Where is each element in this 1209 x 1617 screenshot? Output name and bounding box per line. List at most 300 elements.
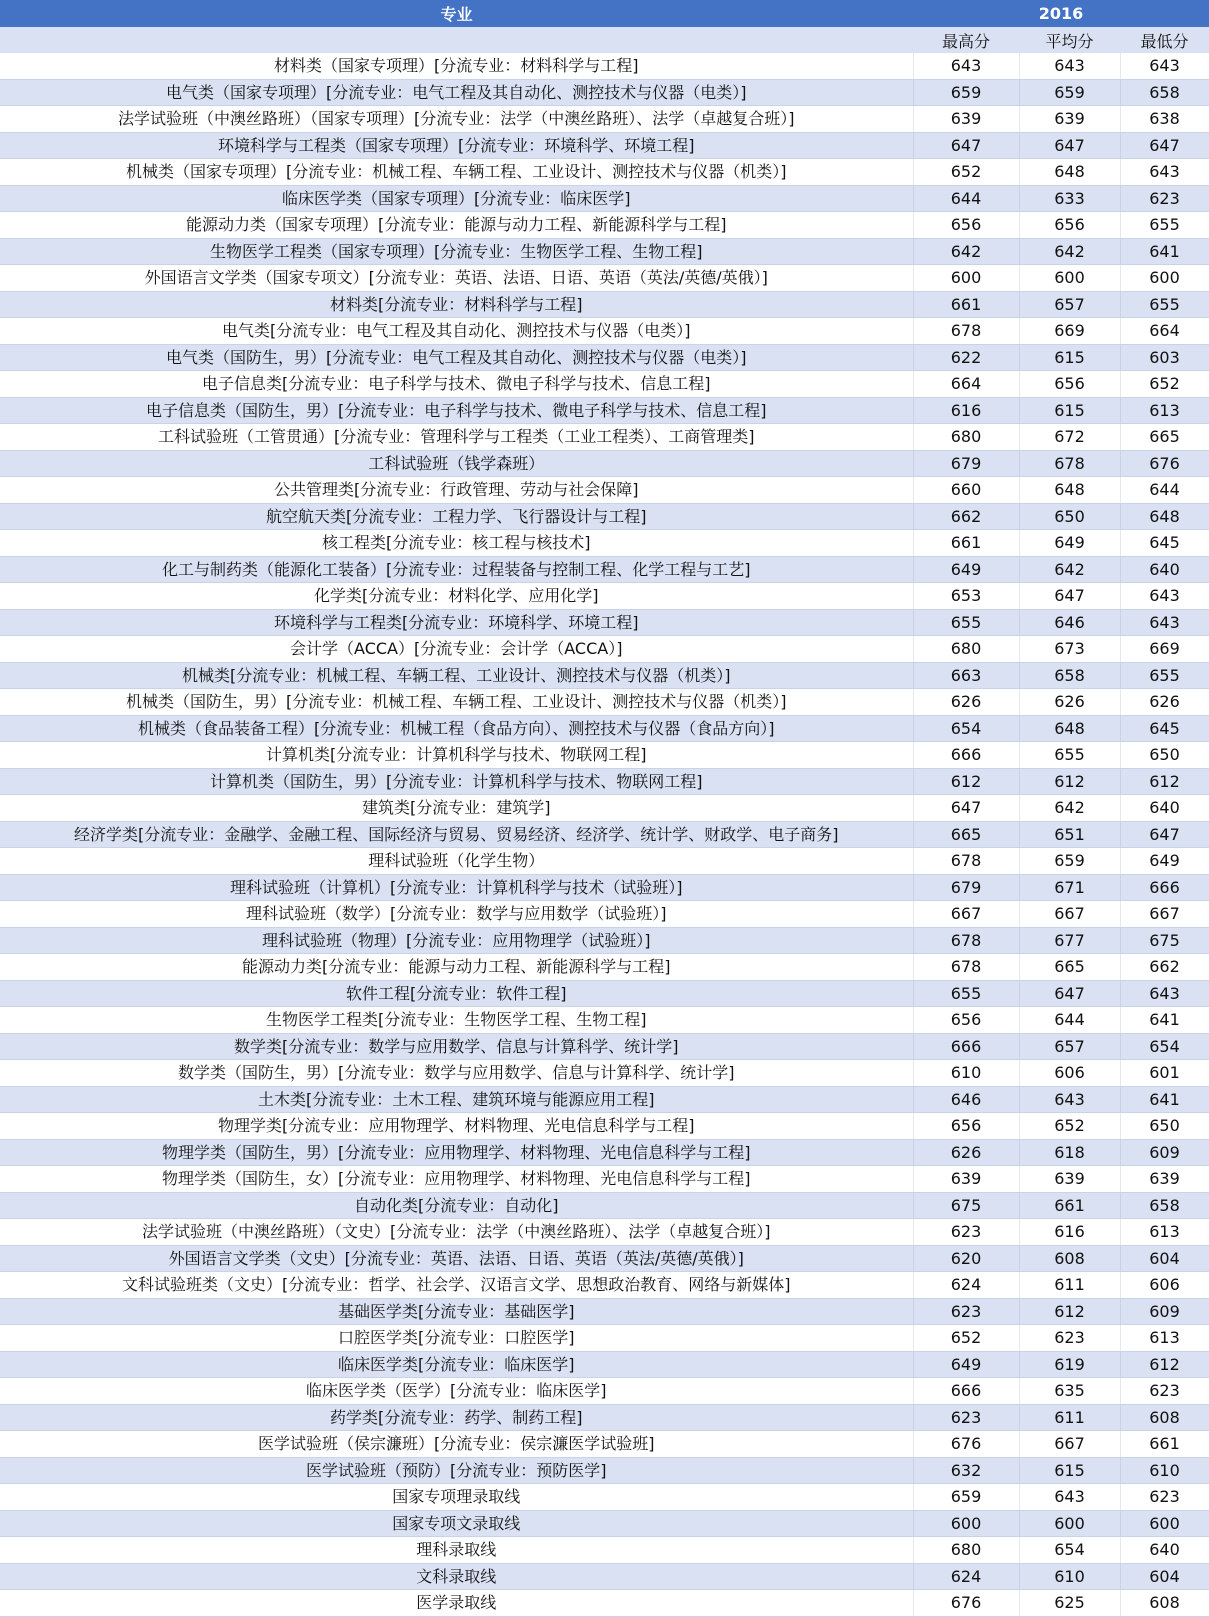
- max-score-cell: 626: [913, 689, 1019, 716]
- min-score-cell: 667: [1120, 901, 1209, 928]
- min-score-cell: 658: [1120, 79, 1209, 106]
- table-row: [0, 397, 1209, 424]
- min-score-cell: 647: [1120, 132, 1209, 159]
- avg-score-cell: 623: [1019, 1325, 1120, 1352]
- table-row: [0, 901, 1209, 928]
- major-name-cell: 医学试验班（预防）[分流专业：预防医学]: [0, 1457, 913, 1484]
- max-score-cell: 647: [913, 795, 1019, 822]
- major-name-cell: 电气类（国家专项理）[分流专业：电气工程及其自动化、测控技术与仪器（电类）]: [0, 79, 913, 106]
- min-score-cell: 623: [1120, 185, 1209, 212]
- min-score-cell: 655: [1120, 212, 1209, 239]
- table-row: [0, 450, 1209, 477]
- max-score-cell: 644: [913, 185, 1019, 212]
- table-row: [0, 212, 1209, 239]
- avg-score-cell: 606: [1019, 1060, 1120, 1087]
- max-score-cell: 653: [913, 583, 1019, 610]
- major-name-cell: 软件工程[分流专业：软件工程]: [0, 980, 913, 1007]
- table-row: [0, 1086, 1209, 1113]
- table-row: [0, 1192, 1209, 1219]
- min-score-cell: 643: [1120, 583, 1209, 610]
- major-name-cell: 物理学类（国防生，女）[分流专业：应用物理学、材料物理、光电信息科学与工程]: [0, 1166, 913, 1193]
- subheader-blank: [0, 27, 913, 53]
- max-score-cell: 655: [913, 609, 1019, 636]
- min-score-cell: 647: [1120, 821, 1209, 848]
- table-row: [0, 795, 1209, 822]
- table-row: [0, 768, 1209, 795]
- major-name-cell: 生物医学工程类[分流专业：生物医学工程、生物工程]: [0, 1007, 913, 1034]
- avg-score-cell: 648: [1019, 159, 1120, 186]
- max-score-cell: 678: [913, 848, 1019, 875]
- table-row: [0, 185, 1209, 212]
- major-name-cell: 航空航天类[分流专业：工程力学、飞行器设计与工程]: [0, 503, 913, 530]
- table-row: [0, 848, 1209, 875]
- min-score-cell: 609: [1120, 1139, 1209, 1166]
- min-score-cell: 609: [1120, 1298, 1209, 1325]
- table-row: [0, 556, 1209, 583]
- table-row: [0, 477, 1209, 504]
- max-score-cell: 620: [913, 1245, 1019, 1272]
- min-score-cell: 640: [1120, 556, 1209, 583]
- max-score-cell: 652: [913, 159, 1019, 186]
- min-score-cell: 650: [1120, 1113, 1209, 1140]
- avg-score-cell: 615: [1019, 344, 1120, 371]
- avg-score-cell: 648: [1019, 477, 1120, 504]
- major-name-cell: 数学类[分流专业：数学与应用数学、信息与计算科学、统计学]: [0, 1033, 913, 1060]
- table-row: [0, 636, 1209, 663]
- table-row: [0, 1166, 1209, 1193]
- major-name-cell: 法学试验班（中澳丝路班）（国家专项理）[分流专业：法学（中澳丝路班）、法学（卓越复合班）]: [0, 106, 913, 133]
- table-row: [0, 1245, 1209, 1272]
- max-score-cell: 649: [913, 556, 1019, 583]
- max-score-cell: 665: [913, 821, 1019, 848]
- major-name-cell: 外国语言文学类（文史）[分流专业：英语、法语、日语、英语（英法/英德/英俄）]: [0, 1245, 913, 1272]
- table-row: [0, 1563, 1209, 1590]
- max-score-cell: 600: [913, 265, 1019, 292]
- major-name-cell: 国家专项理录取线: [0, 1484, 913, 1511]
- max-score-cell: 661: [913, 530, 1019, 557]
- max-score-cell: 639: [913, 106, 1019, 133]
- min-score-cell: 640: [1120, 795, 1209, 822]
- max-score-cell: 678: [913, 954, 1019, 981]
- avg-score-cell: 647: [1019, 132, 1120, 159]
- table-row: [0, 662, 1209, 689]
- avg-score-cell: 618: [1019, 1139, 1120, 1166]
- avg-score-cell: 600: [1019, 265, 1120, 292]
- year-header: 2016: [913, 0, 1209, 27]
- table-row: [0, 1298, 1209, 1325]
- max-score-cell: 678: [913, 318, 1019, 345]
- table-row: [0, 1484, 1209, 1511]
- max-score-cell: 663: [913, 662, 1019, 689]
- major-name-cell: 公共管理类[分流专业：行政管理、劳动与社会保障]: [0, 477, 913, 504]
- min-score-cell: 643: [1120, 980, 1209, 1007]
- major-name-cell: 临床医学类[分流专业：临床医学]: [0, 1351, 913, 1378]
- major-name-cell: 经济学类[分流专业：金融学、金融工程、国际经济与贸易、贸易经济、经济学、统计学、财政学、电子商务]: [0, 821, 913, 848]
- avg-score-cell: 661: [1019, 1192, 1120, 1219]
- table-row: [0, 1378, 1209, 1405]
- major-name-cell: 物理学类[分流专业：应用物理学、材料物理、光电信息科学与工程]: [0, 1113, 913, 1140]
- header-row: [0, 0, 1209, 27]
- avg-score-cell: 648: [1019, 715, 1120, 742]
- max-score-cell: 623: [913, 1298, 1019, 1325]
- avg-score-cell: 642: [1019, 556, 1120, 583]
- avg-score-cell: 615: [1019, 397, 1120, 424]
- min-score-cell: 655: [1120, 662, 1209, 689]
- major-name-cell: 理科试验班（计算机）[分流专业：计算机科学与技术（试验班）]: [0, 874, 913, 901]
- major-name-cell: 自动化类[分流专业：自动化]: [0, 1192, 913, 1219]
- major-name-cell: 化学类[分流专业：材料化学、应用化学]: [0, 583, 913, 610]
- table-row: [0, 1033, 1209, 1060]
- max-score-cell: 664: [913, 371, 1019, 398]
- min-score-cell: 600: [1120, 265, 1209, 292]
- major-name-cell: 基础医学类[分流专业：基础医学]: [0, 1298, 913, 1325]
- min-score-cell: 641: [1120, 1007, 1209, 1034]
- min-score-cell: 645: [1120, 530, 1209, 557]
- major-name-cell: 理科录取线: [0, 1537, 913, 1564]
- table-row: [0, 106, 1209, 133]
- major-name-cell: 化工与制药类（能源化工装备）[分流专业：过程装备与控制工程、化学工程与工艺]: [0, 556, 913, 583]
- major-name-cell: 口腔医学类[分流专业：口腔医学]: [0, 1325, 913, 1352]
- major-name-cell: 机械类[分流专业：机械工程、车辆工程、工业设计、测控技术与仪器（机类）]: [0, 662, 913, 689]
- major-name-cell: 环境科学与工程类[分流专业：环境科学、环境工程]: [0, 609, 913, 636]
- table-row: [0, 874, 1209, 901]
- major-name-cell: 医学试验班（侯宗濂班）[分流专业：侯宗濂医学试验班]: [0, 1431, 913, 1458]
- major-name-cell: 临床医学类（国家专项理）[分流专业：临床医学]: [0, 185, 913, 212]
- major-name-cell: 法学试验班（中澳丝路班）（文史）[分流专业：法学（中澳丝路班）、法学（卓越复合班）]: [0, 1219, 913, 1246]
- min-score-cell: 641: [1120, 238, 1209, 265]
- major-name-cell: 电气类（国防生，男）[分流专业：电气工程及其自动化、测控技术与仪器（电类）]: [0, 344, 913, 371]
- major-name-cell: 国家专项文录取线: [0, 1510, 913, 1537]
- max-score-cell: 622: [913, 344, 1019, 371]
- max-score-cell: 652: [913, 1325, 1019, 1352]
- max-score-cell: 639: [913, 1166, 1019, 1193]
- major-name-cell: 机械类（国家专项理）[分流专业：机械工程、车辆工程、工业设计、测控技术与仪器（机类）]: [0, 159, 913, 186]
- table-row: [0, 318, 1209, 345]
- max-score-cell: 679: [913, 450, 1019, 477]
- min-score-cell: 654: [1120, 1033, 1209, 1060]
- max-score-header: 最高分: [913, 27, 1019, 53]
- avg-score-cell: 672: [1019, 424, 1120, 451]
- max-score-cell: 623: [913, 1404, 1019, 1431]
- min-score-cell: 604: [1120, 1245, 1209, 1272]
- min-score-cell: 652: [1120, 371, 1209, 398]
- min-score-cell: 666: [1120, 874, 1209, 901]
- min-score-cell: 655: [1120, 291, 1209, 318]
- avg-score-cell: 625: [1019, 1590, 1120, 1617]
- table-row: [0, 609, 1209, 636]
- table-row: [0, 53, 1209, 79]
- min-score-cell: 600: [1120, 1510, 1209, 1537]
- avg-score-cell: 649: [1019, 530, 1120, 557]
- major-name-cell: 文科录取线: [0, 1563, 913, 1590]
- max-score-cell: 666: [913, 1033, 1019, 1060]
- avg-score-cell: 639: [1019, 1166, 1120, 1193]
- major-name-cell: 理科试验班（化学生物）: [0, 848, 913, 875]
- major-name-cell: 理科试验班（数学）[分流专业：数学与应用数学（试验班）]: [0, 901, 913, 928]
- avg-score-cell: 656: [1019, 212, 1120, 239]
- max-score-cell: 666: [913, 742, 1019, 769]
- table-row: [0, 371, 1209, 398]
- table-row: [0, 1060, 1209, 1087]
- avg-score-cell: 643: [1019, 1086, 1120, 1113]
- major-name-cell: 工科试验班（工管贯通）[分流专业：管理科学与工程类（工业工程类）、工商管理类]: [0, 424, 913, 451]
- avg-score-cell: 650: [1019, 503, 1120, 530]
- min-score-cell: 612: [1120, 1351, 1209, 1378]
- avg-score-cell: 619: [1019, 1351, 1120, 1378]
- avg-score-cell: 643: [1019, 53, 1120, 79]
- table-row: [0, 715, 1209, 742]
- major-name-cell: 电子信息类（国防生，男）[分流专业：电子科学与技术、微电子科学与技术、信息工程]: [0, 397, 913, 424]
- max-score-cell: 624: [913, 1272, 1019, 1299]
- avg-score-cell: 610: [1019, 1563, 1120, 1590]
- min-score-cell: 613: [1120, 397, 1209, 424]
- min-score-header: 最低分: [1120, 27, 1209, 53]
- min-score-cell: 664: [1120, 318, 1209, 345]
- max-score-cell: 643: [913, 53, 1019, 79]
- avg-score-cell: 655: [1019, 742, 1120, 769]
- table-row: [0, 79, 1209, 106]
- min-score-cell: 662: [1120, 954, 1209, 981]
- avg-score-cell: 654: [1019, 1537, 1120, 1564]
- table-row: [0, 344, 1209, 371]
- max-score-cell: 660: [913, 477, 1019, 504]
- major-name-cell: 电子信息类[分流专业：电子科学与技术、微电子科学与技术、信息工程]: [0, 371, 913, 398]
- avg-score-cell: 646: [1019, 609, 1120, 636]
- table-row: [0, 424, 1209, 451]
- avg-score-cell: 657: [1019, 1033, 1120, 1060]
- major-name-cell: 建筑类[分流专业：建筑学]: [0, 795, 913, 822]
- avg-score-cell: 643: [1019, 1484, 1120, 1511]
- major-name-cell: 能源动力类[分流专业：能源与动力工程、新能源科学与工程]: [0, 954, 913, 981]
- min-score-cell: 623: [1120, 1378, 1209, 1405]
- table-row: [0, 821, 1209, 848]
- max-score-cell: 676: [913, 1431, 1019, 1458]
- subheader-row: [0, 27, 1209, 53]
- table-row: [0, 1139, 1209, 1166]
- table-row: [0, 238, 1209, 265]
- max-score-cell: 656: [913, 1113, 1019, 1140]
- avg-score-cell: 633: [1019, 185, 1120, 212]
- min-score-cell: 661: [1120, 1431, 1209, 1458]
- avg-score-cell: 611: [1019, 1404, 1120, 1431]
- min-score-cell: 643: [1120, 609, 1209, 636]
- min-score-cell: 644: [1120, 477, 1209, 504]
- avg-score-cell: 615: [1019, 1457, 1120, 1484]
- max-score-cell: 655: [913, 980, 1019, 1007]
- max-score-cell: 616: [913, 397, 1019, 424]
- min-score-cell: 640: [1120, 1537, 1209, 1564]
- avg-score-cell: 659: [1019, 79, 1120, 106]
- min-score-cell: 645: [1120, 715, 1209, 742]
- avg-score-cell: 635: [1019, 1378, 1120, 1405]
- table-row: [0, 1113, 1209, 1140]
- avg-score-cell: 626: [1019, 689, 1120, 716]
- min-score-cell: 610: [1120, 1457, 1209, 1484]
- avg-score-cell: 647: [1019, 583, 1120, 610]
- max-score-cell: 647: [913, 132, 1019, 159]
- table-row: [0, 1404, 1209, 1431]
- major-name-cell: 土木类[分流专业：土木工程、建筑环境与能源应用工程]: [0, 1086, 913, 1113]
- max-score-cell: 626: [913, 1139, 1019, 1166]
- avg-score-cell: 658: [1019, 662, 1120, 689]
- major-column-header: 专业: [0, 0, 913, 27]
- table-row: [0, 1537, 1209, 1564]
- table-row: [0, 1007, 1209, 1034]
- major-name-cell: 会计学（ACCA）[分流专业：会计学（ACCA）]: [0, 636, 913, 663]
- min-score-cell: 608: [1120, 1404, 1209, 1431]
- max-score-cell: 678: [913, 927, 1019, 954]
- table-row: [0, 1457, 1209, 1484]
- avg-score-cell: 667: [1019, 901, 1120, 928]
- table-row: [0, 530, 1209, 557]
- min-score-cell: 643: [1120, 159, 1209, 186]
- max-score-cell: 659: [913, 1484, 1019, 1511]
- major-name-cell: 电气类[分流专业：电气工程及其自动化、测控技术与仪器（电类）]: [0, 318, 913, 345]
- avg-score-cell: 612: [1019, 1298, 1120, 1325]
- max-score-cell: 680: [913, 424, 1019, 451]
- table-row: [0, 1351, 1209, 1378]
- major-name-cell: 计算机类[分流专业：计算机科学与技术、物联网工程]: [0, 742, 913, 769]
- table-row: [0, 980, 1209, 1007]
- major-name-cell: 计算机类（国防生，男）[分流专业：计算机科学与技术、物联网工程]: [0, 768, 913, 795]
- table-row: [0, 927, 1209, 954]
- table-row: [0, 503, 1209, 530]
- min-score-cell: 676: [1120, 450, 1209, 477]
- avg-score-cell: 678: [1019, 450, 1120, 477]
- max-score-cell: 654: [913, 715, 1019, 742]
- major-name-cell: 环境科学与工程类（国家专项理）[分流专业：环境科学、环境工程]: [0, 132, 913, 159]
- min-score-cell: 604: [1120, 1563, 1209, 1590]
- avg-score-cell: 669: [1019, 318, 1120, 345]
- min-score-cell: 608: [1120, 1590, 1209, 1617]
- min-score-cell: 658: [1120, 1192, 1209, 1219]
- max-score-cell: 659: [913, 79, 1019, 106]
- min-score-cell: 643: [1120, 53, 1209, 79]
- table-row: [0, 583, 1209, 610]
- table-row: [0, 742, 1209, 769]
- max-score-cell: 667: [913, 901, 1019, 928]
- avg-score-cell: 608: [1019, 1245, 1120, 1272]
- max-score-cell: 610: [913, 1060, 1019, 1087]
- avg-score-cell: 671: [1019, 874, 1120, 901]
- avg-score-cell: 647: [1019, 980, 1120, 1007]
- max-score-cell: 675: [913, 1192, 1019, 1219]
- table-row: [0, 689, 1209, 716]
- table-row: [0, 1590, 1209, 1617]
- table-row: [0, 954, 1209, 981]
- avg-score-cell: 673: [1019, 636, 1120, 663]
- avg-score-cell: 642: [1019, 238, 1120, 265]
- max-score-cell: 680: [913, 636, 1019, 663]
- min-score-cell: 613: [1120, 1325, 1209, 1352]
- min-score-cell: 623: [1120, 1484, 1209, 1511]
- avg-score-cell: 611: [1019, 1272, 1120, 1299]
- table-row: [0, 1272, 1209, 1299]
- table-row: [0, 1510, 1209, 1537]
- avg-score-cell: 677: [1019, 927, 1120, 954]
- major-name-cell: 医学录取线: [0, 1590, 913, 1617]
- min-score-cell: 612: [1120, 768, 1209, 795]
- min-score-cell: 648: [1120, 503, 1209, 530]
- max-score-cell: 623: [913, 1219, 1019, 1246]
- avg-score-cell: 667: [1019, 1431, 1120, 1458]
- avg-score-cell: 659: [1019, 848, 1120, 875]
- major-name-cell: 生物医学工程类（国家专项理）[分流专业：生物医学工程、生物工程]: [0, 238, 913, 265]
- min-score-cell: 603: [1120, 344, 1209, 371]
- avg-score-cell: 651: [1019, 821, 1120, 848]
- major-name-cell: 机械类（国防生，男）[分流专业：机械工程、车辆工程、工业设计、测控技术与仪器（机类）]: [0, 689, 913, 716]
- avg-score-cell: 656: [1019, 371, 1120, 398]
- min-score-cell: 669: [1120, 636, 1209, 663]
- major-name-cell: 临床医学类（医学）[分流专业：临床医学]: [0, 1378, 913, 1405]
- avg-score-cell: 644: [1019, 1007, 1120, 1034]
- table-body: [0, 53, 1209, 1616]
- max-score-cell: 646: [913, 1086, 1019, 1113]
- max-score-cell: 656: [913, 212, 1019, 239]
- table-row: [0, 1325, 1209, 1352]
- max-score-cell: 656: [913, 1007, 1019, 1034]
- table-row: [0, 159, 1209, 186]
- table-row: [0, 291, 1209, 318]
- table-row: [0, 1219, 1209, 1246]
- major-name-cell: 材料类[分流专业：材料科学与工程]: [0, 291, 913, 318]
- major-name-cell: 文科试验班类（文史）[分流专业：哲学、社会学、汉语言文学、思想政治教育、网络与新媒体]: [0, 1272, 913, 1299]
- avg-score-cell: 642: [1019, 795, 1120, 822]
- max-score-cell: 649: [913, 1351, 1019, 1378]
- max-score-cell: 661: [913, 291, 1019, 318]
- major-name-cell: 药学类[分流专业：药学、制药工程]: [0, 1404, 913, 1431]
- max-score-cell: 632: [913, 1457, 1019, 1484]
- avg-score-cell: 616: [1019, 1219, 1120, 1246]
- min-score-cell: 650: [1120, 742, 1209, 769]
- min-score-cell: 601: [1120, 1060, 1209, 1087]
- major-name-cell: 理科试验班（物理）[分流专业：应用物理学（试验班）]: [0, 927, 913, 954]
- min-score-cell: 606: [1120, 1272, 1209, 1299]
- major-name-cell: 数学类（国防生，男）[分流专业：数学与应用数学、信息与计算科学、统计学]: [0, 1060, 913, 1087]
- min-score-cell: 638: [1120, 106, 1209, 133]
- major-name-cell: 物理学类（国防生，男）[分流专业：应用物理学、材料物理、光电信息科学与工程]: [0, 1139, 913, 1166]
- major-name-cell: 工科试验班（钱学森班）: [0, 450, 913, 477]
- max-score-cell: 642: [913, 238, 1019, 265]
- min-score-cell: 613: [1120, 1219, 1209, 1246]
- avg-score-cell: 600: [1019, 1510, 1120, 1537]
- max-score-cell: 662: [913, 503, 1019, 530]
- avg-score-cell: 612: [1019, 768, 1120, 795]
- avg-score-header: 平均分: [1019, 27, 1120, 53]
- max-score-cell: 624: [913, 1563, 1019, 1590]
- major-name-cell: 材料类（国家专项理）[分流专业：材料科学与工程]: [0, 53, 913, 79]
- min-score-cell: 675: [1120, 927, 1209, 954]
- max-score-cell: 680: [913, 1537, 1019, 1564]
- max-score-cell: 666: [913, 1378, 1019, 1405]
- table-row: [0, 1431, 1209, 1458]
- max-score-cell: 679: [913, 874, 1019, 901]
- min-score-cell: 665: [1120, 424, 1209, 451]
- table-row: [0, 265, 1209, 292]
- avg-score-cell: 665: [1019, 954, 1120, 981]
- max-score-cell: 676: [913, 1590, 1019, 1617]
- avg-score-cell: 639: [1019, 106, 1120, 133]
- major-name-cell: 外国语言文学类（国家专项文）[分流专业：英语、法语、日语、英语（英法/英德/英俄）]: [0, 265, 913, 292]
- max-score-cell: 600: [913, 1510, 1019, 1537]
- min-score-cell: 639: [1120, 1166, 1209, 1193]
- min-score-cell: 626: [1120, 689, 1209, 716]
- major-name-cell: 机械类（食品装备工程）[分流专业：机械工程（食品方向）、测控技术与仪器（食品方向）]: [0, 715, 913, 742]
- major-name-cell: 核工程类[分流专业：核工程与核技术]: [0, 530, 913, 557]
- table-row: [0, 132, 1209, 159]
- max-score-cell: 612: [913, 768, 1019, 795]
- avg-score-cell: 657: [1019, 291, 1120, 318]
